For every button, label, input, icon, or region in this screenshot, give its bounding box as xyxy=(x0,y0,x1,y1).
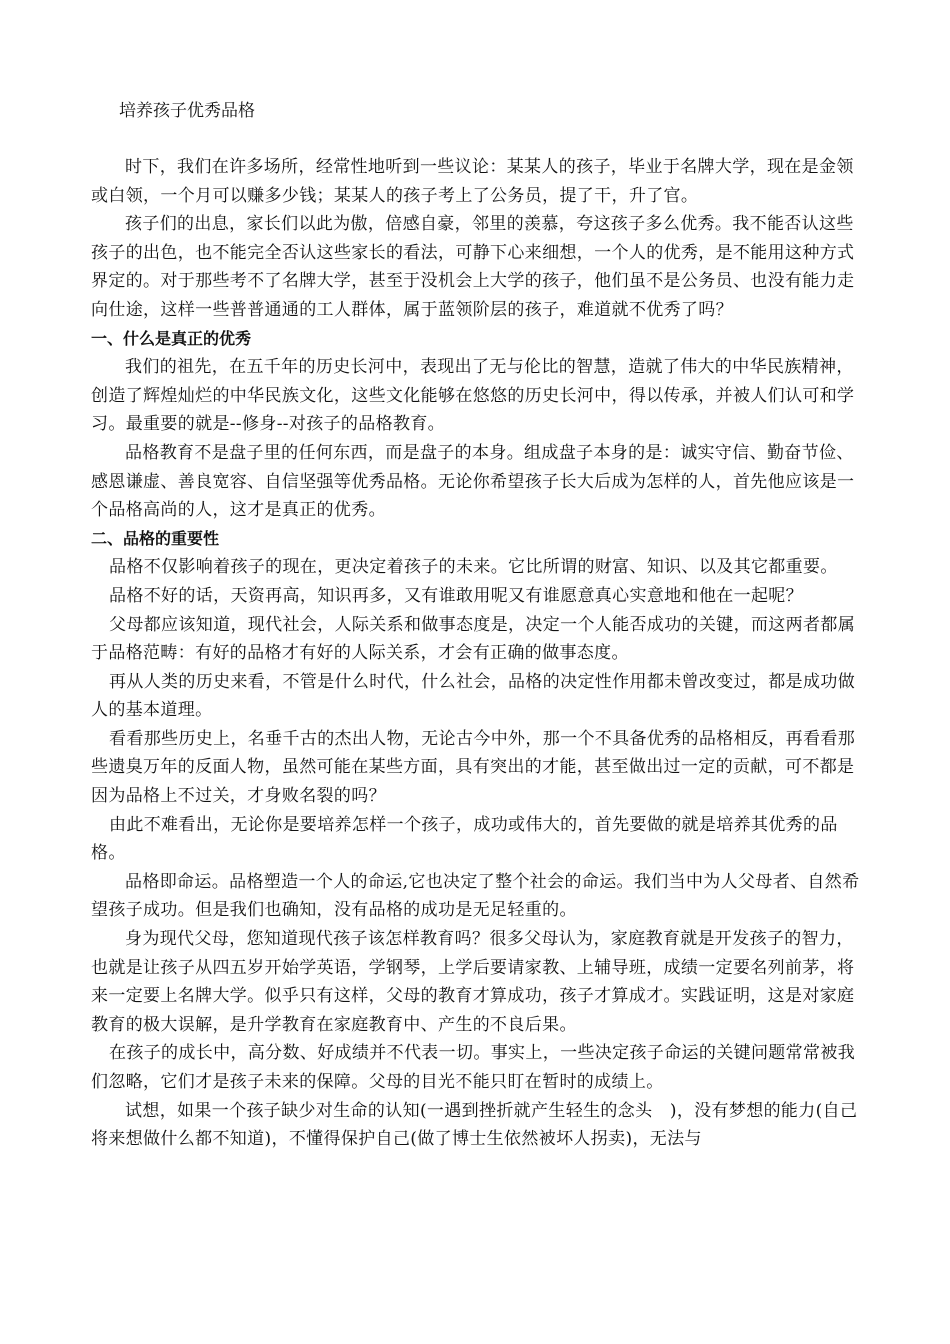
body-paragraph: 父母都应该知道，现代社会，人际关系和做事态度是，决定一个人能否成功的关键，而这两者都属于品格范畴：有好的品格才有好的人际关系，才会有正确的做事态度。 xyxy=(91,614,856,664)
body-paragraph: 由此不难看出，无论你是要培养怎样一个孩子，成功或伟大的，首先要做的就是培养其优秀的品格。 xyxy=(91,814,838,864)
body-paragraph: 品格不仅影响着孩子的现在，更决定着孩子的未来。它比所谓的财富、知识、以及其它都重要。 xyxy=(109,557,838,578)
body-paragraph: 身为现代父母，您知道现代孩子该怎样教育吗？很多父母认为，家庭教育就是开发孩子的智力，也就是让孩子从四五岁开始学英语，学钢琴，上学后要请家教、上辅导班，成绩一定要名列前茅，将来一定要上名牌大学。似乎只有这样，父母的教育才算成功，孩子才算成才。实践证明，这是对家庭教育的极大误解，是升学教育在家庭教育中、产生的不良后果。 xyxy=(91,929,855,1035)
document-title: 培养孩子优秀品格 xyxy=(119,101,255,121)
body-paragraph: 时下，我们在许多场所，经常性地听到一些议论：某某人的孩子，毕业于名牌大学，现在是金领或白领，一个月可以赚多少钱；某某人的孩子考上了公务员，提了干，升了官。 xyxy=(91,157,854,206)
document-body xyxy=(91,153,861,1154)
body-paragraph: 在孩子的成长中，高分数、好成绩并不代表一切。事实上，一些决定孩子命运的关键问题常常被我们忽略，它们才是孩子未来的保障。父母的目光不能只盯在暂时的成绩上。 xyxy=(91,1043,856,1092)
section-heading: 一、什么是真正的优秀 xyxy=(91,328,252,348)
section-heading: 二、品格的重要性 xyxy=(91,528,220,548)
body-paragraph: 品格教育不是盘子里的任何东西，而是盘子的本身。组成盘子本身的是：诚实守信、勤奋节俭、感恩谦虚、善良宽容、自信坚强等优秀品格。无论你希望孩子长大后成为怎样的人，首先他应该是一个品格高尚的人，这才是真正的优秀。 xyxy=(91,442,855,521)
body-paragraph: 我们的祖先，在五千年的历史长河中，表现出了无与伦比的智慧，造就了伟大的中华民族精神，创造了辉煌灿烂的中华民族文化，这些文化能够在悠悠的历史长河中，得以传承，并被人们认可和学习。最重要的就是--修身--对孩子的品格教育。 xyxy=(91,357,855,435)
body-paragraph: 看看那些历史上，名垂千古的杰出人物，无论古今中外，那一个不具备优秀的品格相反，再看看那些遗臭万年的反面人物，虽然可能在某些方面，具有突出的才能，甚至做出过一定的贡献，可不都是因为品格上不过关，才身败名裂的吗？ xyxy=(91,728,856,807)
body-paragraph: 试想，如果一个孩子缺少对生命的认知(一遇到挫折就产生轻生的念头 )，没有梦想的能力(自己将来想做什么都不知道)，不懂得保护自己(做了博士生依然被坏人拐卖)，无法与 xyxy=(91,1100,858,1150)
body-paragraph: 品格不好的话，天资再高，知识再多，又有谁敢用呢又有谁愿意真心实意地和他在一起呢？ xyxy=(109,585,803,606)
body-paragraph: 孩子们的出息，家长们以此为傲，倍感自豪，邻里的羡慕，夸这孩子多么优秀。我不能否认这些孩子的出色，也不能完全否认这些家长的看法，可静下心来细想，一个人的优秀，是不能用这种方式界定的。对于那些考不了名牌大学，甚至于没机会上大学的孩子，他们虽不是公务员、也没有能力走向仕途，这样一些普普通通的工人群体，属于蓝领阶层的孩子，难道就不优秀了吗？ xyxy=(91,214,855,320)
body-paragraph: 再从人类的历史来看，不管是什么时代，什么社会，品格的决定性作用都未曾改变过，都是成功做人的基本道理。 xyxy=(91,671,856,721)
body-paragraph: 品格即命运。品格塑造一个人的命运,它也决定了整个社会的命运。我们当中为人父母者、自然希望孩子成功。但是我们也确知，没有品格的成功是无足轻重的。 xyxy=(91,871,860,921)
